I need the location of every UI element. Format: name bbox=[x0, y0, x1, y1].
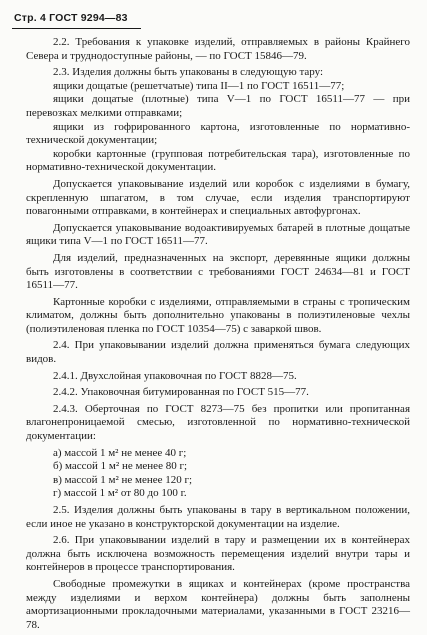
mass-item-a: а) массой 1 м² не менее 40 г; bbox=[53, 446, 187, 459]
clause-2-3: 2.3. Изделия должны быть упакованы в следующую тару: bbox=[53, 66, 324, 79]
paragraph-water-batteries: Допускается упаковывание водоактивируемых батарей в плотные дощатые ящики типа V—1 по ГОСТ 16511—77. bbox=[26, 221, 410, 248]
mass-item-v: в) массой 1 м² не менее 120 г; bbox=[53, 473, 193, 486]
mass-item-b: б) массой 1 м² не менее 80 г; bbox=[53, 460, 188, 473]
clause-2-6: 2.6. При упаковывании изделий в тару и размещении их в контейнерах должна быть исключена возможность перемещения изделий внутри тары и контейнеров в процессе транспортирования. bbox=[26, 534, 410, 574]
paragraph-paper-wrapping: Допускается упаковывание изделий или коробок с изделиями в бумагу, скрепленную шпагатом, в том случае, если изделия транспортируют повагонными отправками, в контейнерах и специальных автофургонах. bbox=[26, 177, 410, 218]
list-item-crate-type-5-1: ящики дощатые (плотные) типа V—1 по ГОСТ 16511—77 — при перевозках мелкими отправками; bbox=[26, 93, 410, 119]
page-header: Стр. 4 ГОСТ 9294—83 bbox=[14, 12, 128, 24]
clause-2-5: 2.5. Изделия должны быть упакованы в тару в вертикальном положении, если иное не указано в конструкторской документации на изделие. bbox=[26, 504, 410, 530]
header-rule bbox=[12, 28, 141, 29]
list-item-carton-pack: коробки картонные (групповая потребительская тара), изготовленные по нормативно-технической документации. bbox=[26, 147, 410, 174]
paragraph-tropical: Картонные коробки с изделиями, отправляемыми в страны с тропическим климатом, должны быть дополнительно упакованы в полиэтиленовые чехлы (полиэтиленовая пленка по ГОСТ 10354—75) с заваркой швов. bbox=[26, 295, 410, 335]
paragraph-export: Для изделий, предназначенных на экспорт, деревянные ящики должны быть изготовлены в соответствии с требованиями ГОСТ 24634—81 и ГОСТ 16511—77. bbox=[26, 251, 410, 292]
list-item-crate-type-2-1: ящики дощатые (решетчатые) типа II—1 по ГОСТ 16511—77; bbox=[53, 79, 345, 92]
list-item-cardboard-box: ящики из гофрированного картона, изготовленные по нормативно-технической документации; bbox=[26, 120, 410, 147]
clause-2-4: 2.4. При упаковывании изделий должна применяться бумага следующих видов. bbox=[26, 339, 410, 366]
document-body bbox=[26, 36, 410, 635]
clause-2-4-3: 2.4.3. Оберточная по ГОСТ 8273—75 без пропитки или пропитанная влагонепроницаемой смесью, изготовленной по нормативно-технической документации: bbox=[26, 402, 410, 443]
clause-2-4-1: 2.4.1. Двухслойная упаковочная по ГОСТ 8828—75. bbox=[53, 369, 297, 382]
paragraph-free-spaces: Свободные промежутки в ящиках и контейнерах (кроме пространства между изделиями и верхом контейнера) должны быть заполнены амортизационными прокладочными материалами, указанными в ГОСТ 23216—78. bbox=[26, 577, 410, 631]
clause-2-2: 2.2. Требования к упаковке изделий, отправляемых в районы Крайнего Севера и труднодоступные районы, — по ГОСТ 15846—79. bbox=[26, 36, 410, 62]
mass-item-g: г) массой 1 м² от 80 до 100 г. bbox=[53, 487, 187, 500]
clause-2-4-2: 2.4.2. Упаковочная битумированная по ГОСТ 515—77. bbox=[53, 386, 309, 399]
